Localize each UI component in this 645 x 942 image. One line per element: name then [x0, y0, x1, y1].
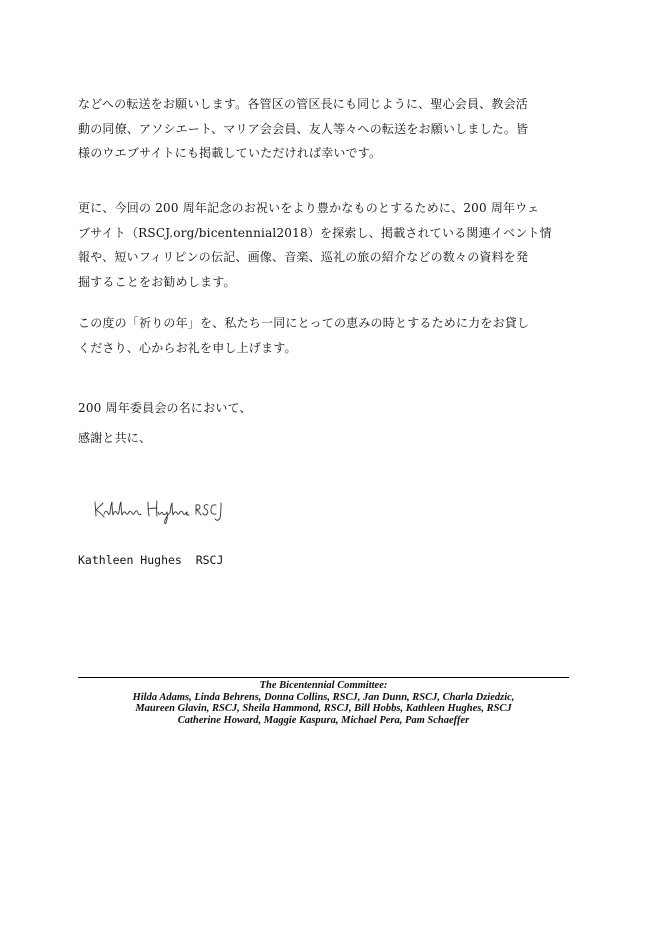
committee-members-line: Hilda Adams, Linda Behrens, Donna Collins, RSCJ, Jan Dunn, RSCJ, Charla Dziedzic, [132, 691, 515, 703]
text-line: ブサイト（RSCJ.org/bicentennial2018）を探索し、掲載されている関連イベント情 [78, 225, 552, 240]
text-line: 動の同僚、アソシエート、マリア会会員、友人等々への転送をお願いしました。皆 [78, 121, 529, 136]
closing-gratitude-line [78, 426, 573, 451]
text-line: 報や、短いフィリピンの伝記、画像、音楽、巡礼の旅の紹介などの数々の資料を発 [78, 250, 529, 264]
text-line: くださり、心からお礼を申し上げます。 [78, 340, 297, 355]
closing-text: 感謝と共に、 [78, 431, 152, 445]
committee-footer [78, 680, 569, 726]
signatory-name: Kathleen Hughes RSCJ [78, 553, 224, 567]
text-line: などへの転送をお願いします。各管区の管区長にも同じように、聖心会員、教会活 [78, 97, 528, 111]
committee-heading: The Bicentennial Committee: [259, 680, 388, 691]
text-line: 更に、今回の 200 周年記念のお祝いをより豊かなものとするために、200 周年ウェ [78, 201, 540, 215]
committee-members-line: Maureen Glavin, RSCJ, Sheila Hammond, RSCJ, Bill Hobbs, Kathleen Hughes, RSCJ [135, 703, 512, 714]
text-line: 様のウエブサイトにも掲載していただければ幸いです。 [78, 146, 382, 160]
paragraph-forwarding-request [78, 92, 573, 166]
text-line: この度の「祈りの年」を、私たち一同にとっての恵みの時とするために力をお貸し [78, 316, 530, 330]
footer-divider [78, 677, 569, 678]
closing-committee-line [78, 396, 573, 421]
paragraph-thanks [78, 311, 573, 360]
text-line: 掘することをお勧めします。 [78, 274, 236, 289]
closing-text: 200 周年委員会の名において、 [78, 401, 252, 415]
paragraph-website-invitation [78, 196, 573, 294]
handwritten-signature [92, 494, 222, 526]
committee-members-line: Catherine Howard, Maggie Kaspura, Michael Pera, Pam Schaeffer [177, 714, 470, 726]
